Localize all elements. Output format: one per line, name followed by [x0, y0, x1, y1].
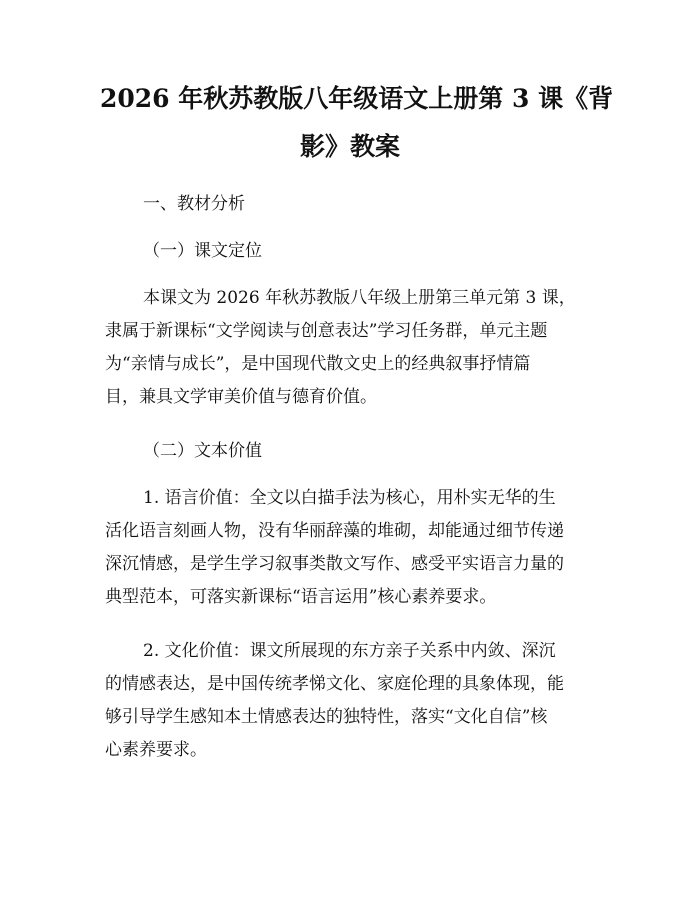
- paragraph-line: 为“亲情与成长”，是中国现代散文史上的经典叙事抒情篇: [105, 354, 531, 374]
- section-heading-textbook-analysis: 一、教材分析: [143, 194, 245, 214]
- subsection-heading-text-value: （二）文本价值: [143, 441, 262, 461]
- paragraph-line: 的情感表达，是中国传统孝悌文化、家庭伦理的具象体现，能: [105, 674, 564, 694]
- paragraph-line: 够引导学生感知本土情感表达的独特性，落实“文化自信”核: [105, 707, 548, 727]
- paragraph-line: 本课文为 2026 年秋苏教版八年级上册第三单元第 3 课，: [143, 288, 576, 308]
- paragraph-line: 隶属于新课标“文学阅读与创意表达”学习任务群，单元主题: [105, 321, 548, 341]
- document-title-line-1: 2026 年秋苏教版八年级语文上册第 3 课《背: [100, 84, 614, 113]
- paragraph-line: 2. 文化价值：课文所展现的东方亲子关系中内敛、深沉: [143, 641, 556, 661]
- subsection-heading-text-positioning: （一）课文定位: [143, 241, 262, 261]
- paragraph-line: 典型范本，可落实新课标“语言运用”核心素养要求。: [105, 587, 497, 607]
- paragraph-line: 活化语言刻画人物，没有华丽辞藻的堆砌，却能通过细节传递: [105, 521, 564, 541]
- paragraph-line: 目，兼具文学审美价值与德育价值。: [105, 387, 377, 407]
- paragraph-line: 1. 语言价值：全文以白描手法为核心，用朴实无华的生: [143, 488, 556, 508]
- paragraph-line: 心素养要求。: [105, 740, 207, 760]
- paragraph-line: 深沉情感，是学生学习叙事类散文写作、感受平实语言力量的: [105, 554, 564, 574]
- document-title-line-2: 影》教案: [299, 132, 400, 161]
